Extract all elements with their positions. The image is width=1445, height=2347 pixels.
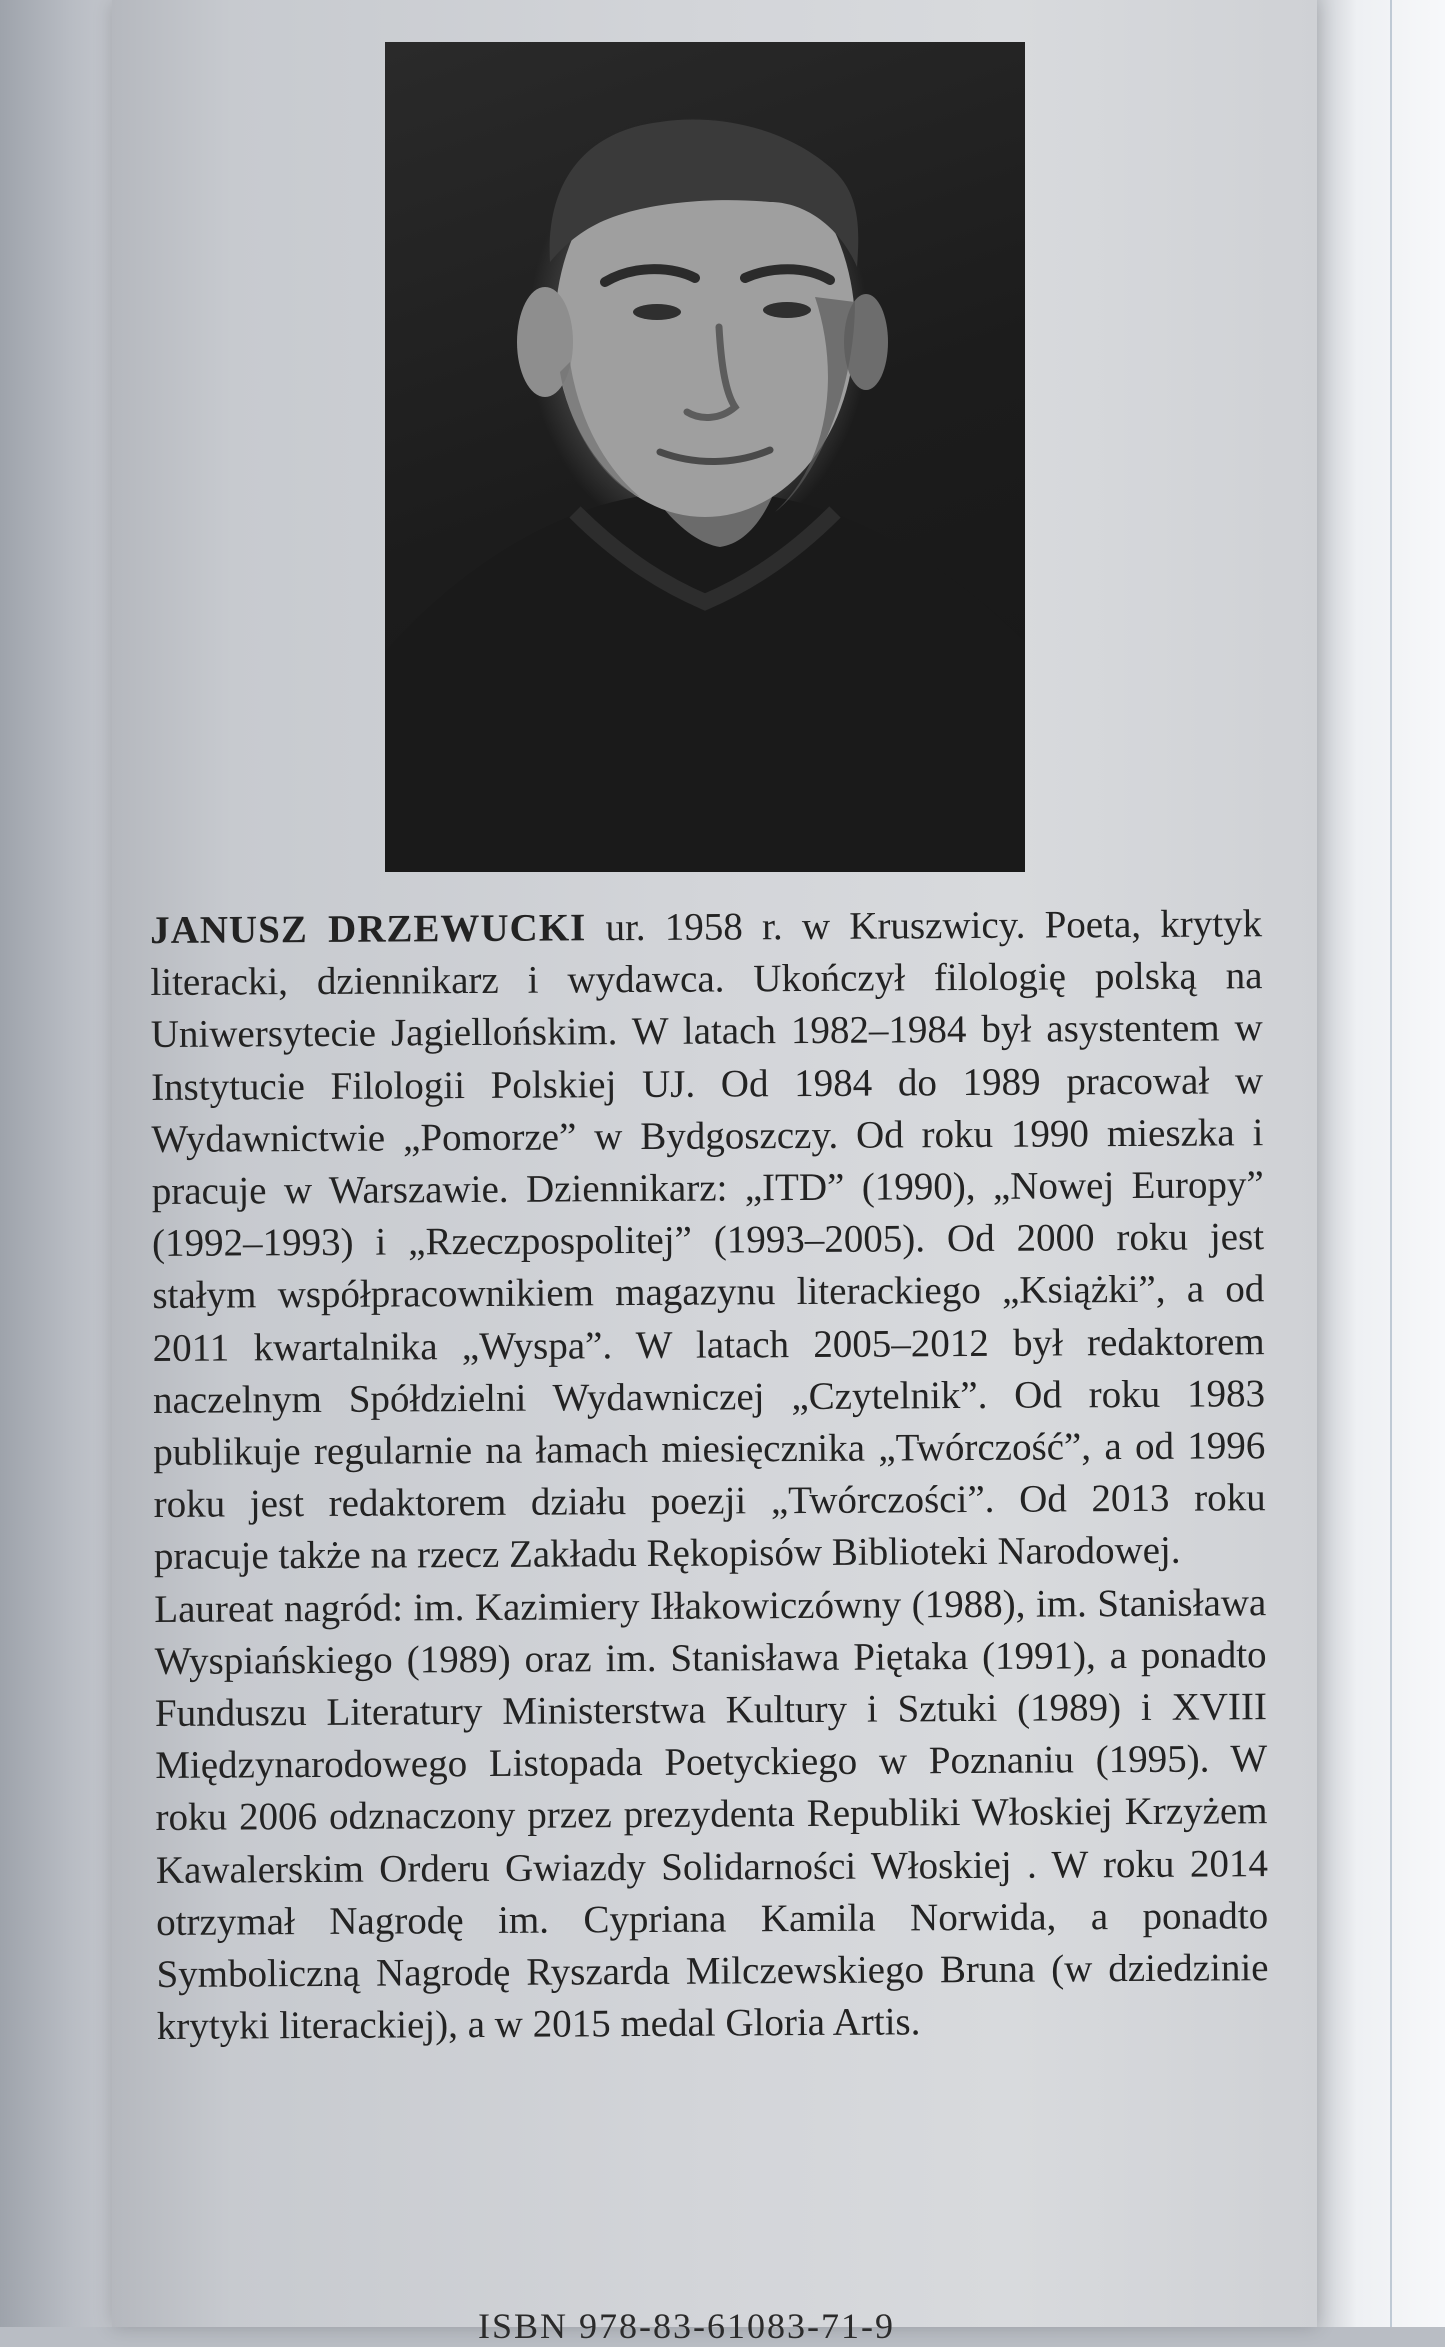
- author-portrait-photo: [385, 42, 1025, 872]
- isbn-number: ISBN 978-83-61083-71-9: [478, 2306, 895, 2346]
- bio-first-paragraph: [150, 898, 1266, 1583]
- author-name: JANUSZ DRZEWUCKI: [150, 906, 587, 952]
- bio-first-text: ur. 1958 r. w Kruszwicy. Poeta, krytyk literacki, dziennikarz i wydawca. Ukończył filologię polską na Uniwersytecie Jagiellońskim. W latach 1982–1984 był asystentem w Instytucie Filologii Polskiej UJ. Od 1984 do 1989 pracował w Wydawnictwie „Pomorze” w Bydgoszczy. Od roku 1990 mieszka i pracuje w Warszawie. Dziennikarz: „ITD” (1990), „Nowej Europy” (1992–1993) i „Rzeczpospolitej” (1993–2005). Od 2000 roku jest stałym współpracownikiem magazynu literackiego „Książki”, a od 2011 kwartalnika „Wyspa”. W latach 2005–2012 był redaktorem naczelnym Spółdzielni Wydawniczej „Czytelnik”. Od roku 1983 publikuje regularnie na łamach miesięcznika „Twórczość”, a od 1996 roku jest redaktorem działu poezji „Twórczości”. Od 2013 roku pracuje także na rzecz Zakładu Rękopisów Biblioteki Narodowej.: [150, 902, 1266, 1579]
- author-bio: [150, 898, 1269, 2053]
- book-edge-line: [1390, 0, 1392, 2327]
- portrait-illustration: [385, 42, 1025, 872]
- bio-second-paragraph: Laureat nagród: im. Kazimiery Iłłakowiczówny (1988), im. Stanisława Wyspiańskiego (1989) oraz im. Stanisława Piętaka (1991), a ponadto Funduszu Literatury Ministerstwa Kultury i Sztuki (1989) i XVIII Międzynarodowego Listopada Poetyckiego w Poznaniu (1995). W roku 2006 odznaczony przez prezydenta Republiki Włoskiej Krzyżem Kawalerskim Orderu Gwiazdy Solidarności Włoskiej . W roku 2014 otrzymał Nagrodę im. Cypriana Kamila Norwida, a ponadto Symboliczną Nagrodę Ryszarda Milczewskiego Bruna (w dziedzinie krytyki literackiej), a w 2015 medal Gloria Artis.: [154, 1580, 1269, 2049]
- book-page-edges: [1317, 0, 1445, 2327]
